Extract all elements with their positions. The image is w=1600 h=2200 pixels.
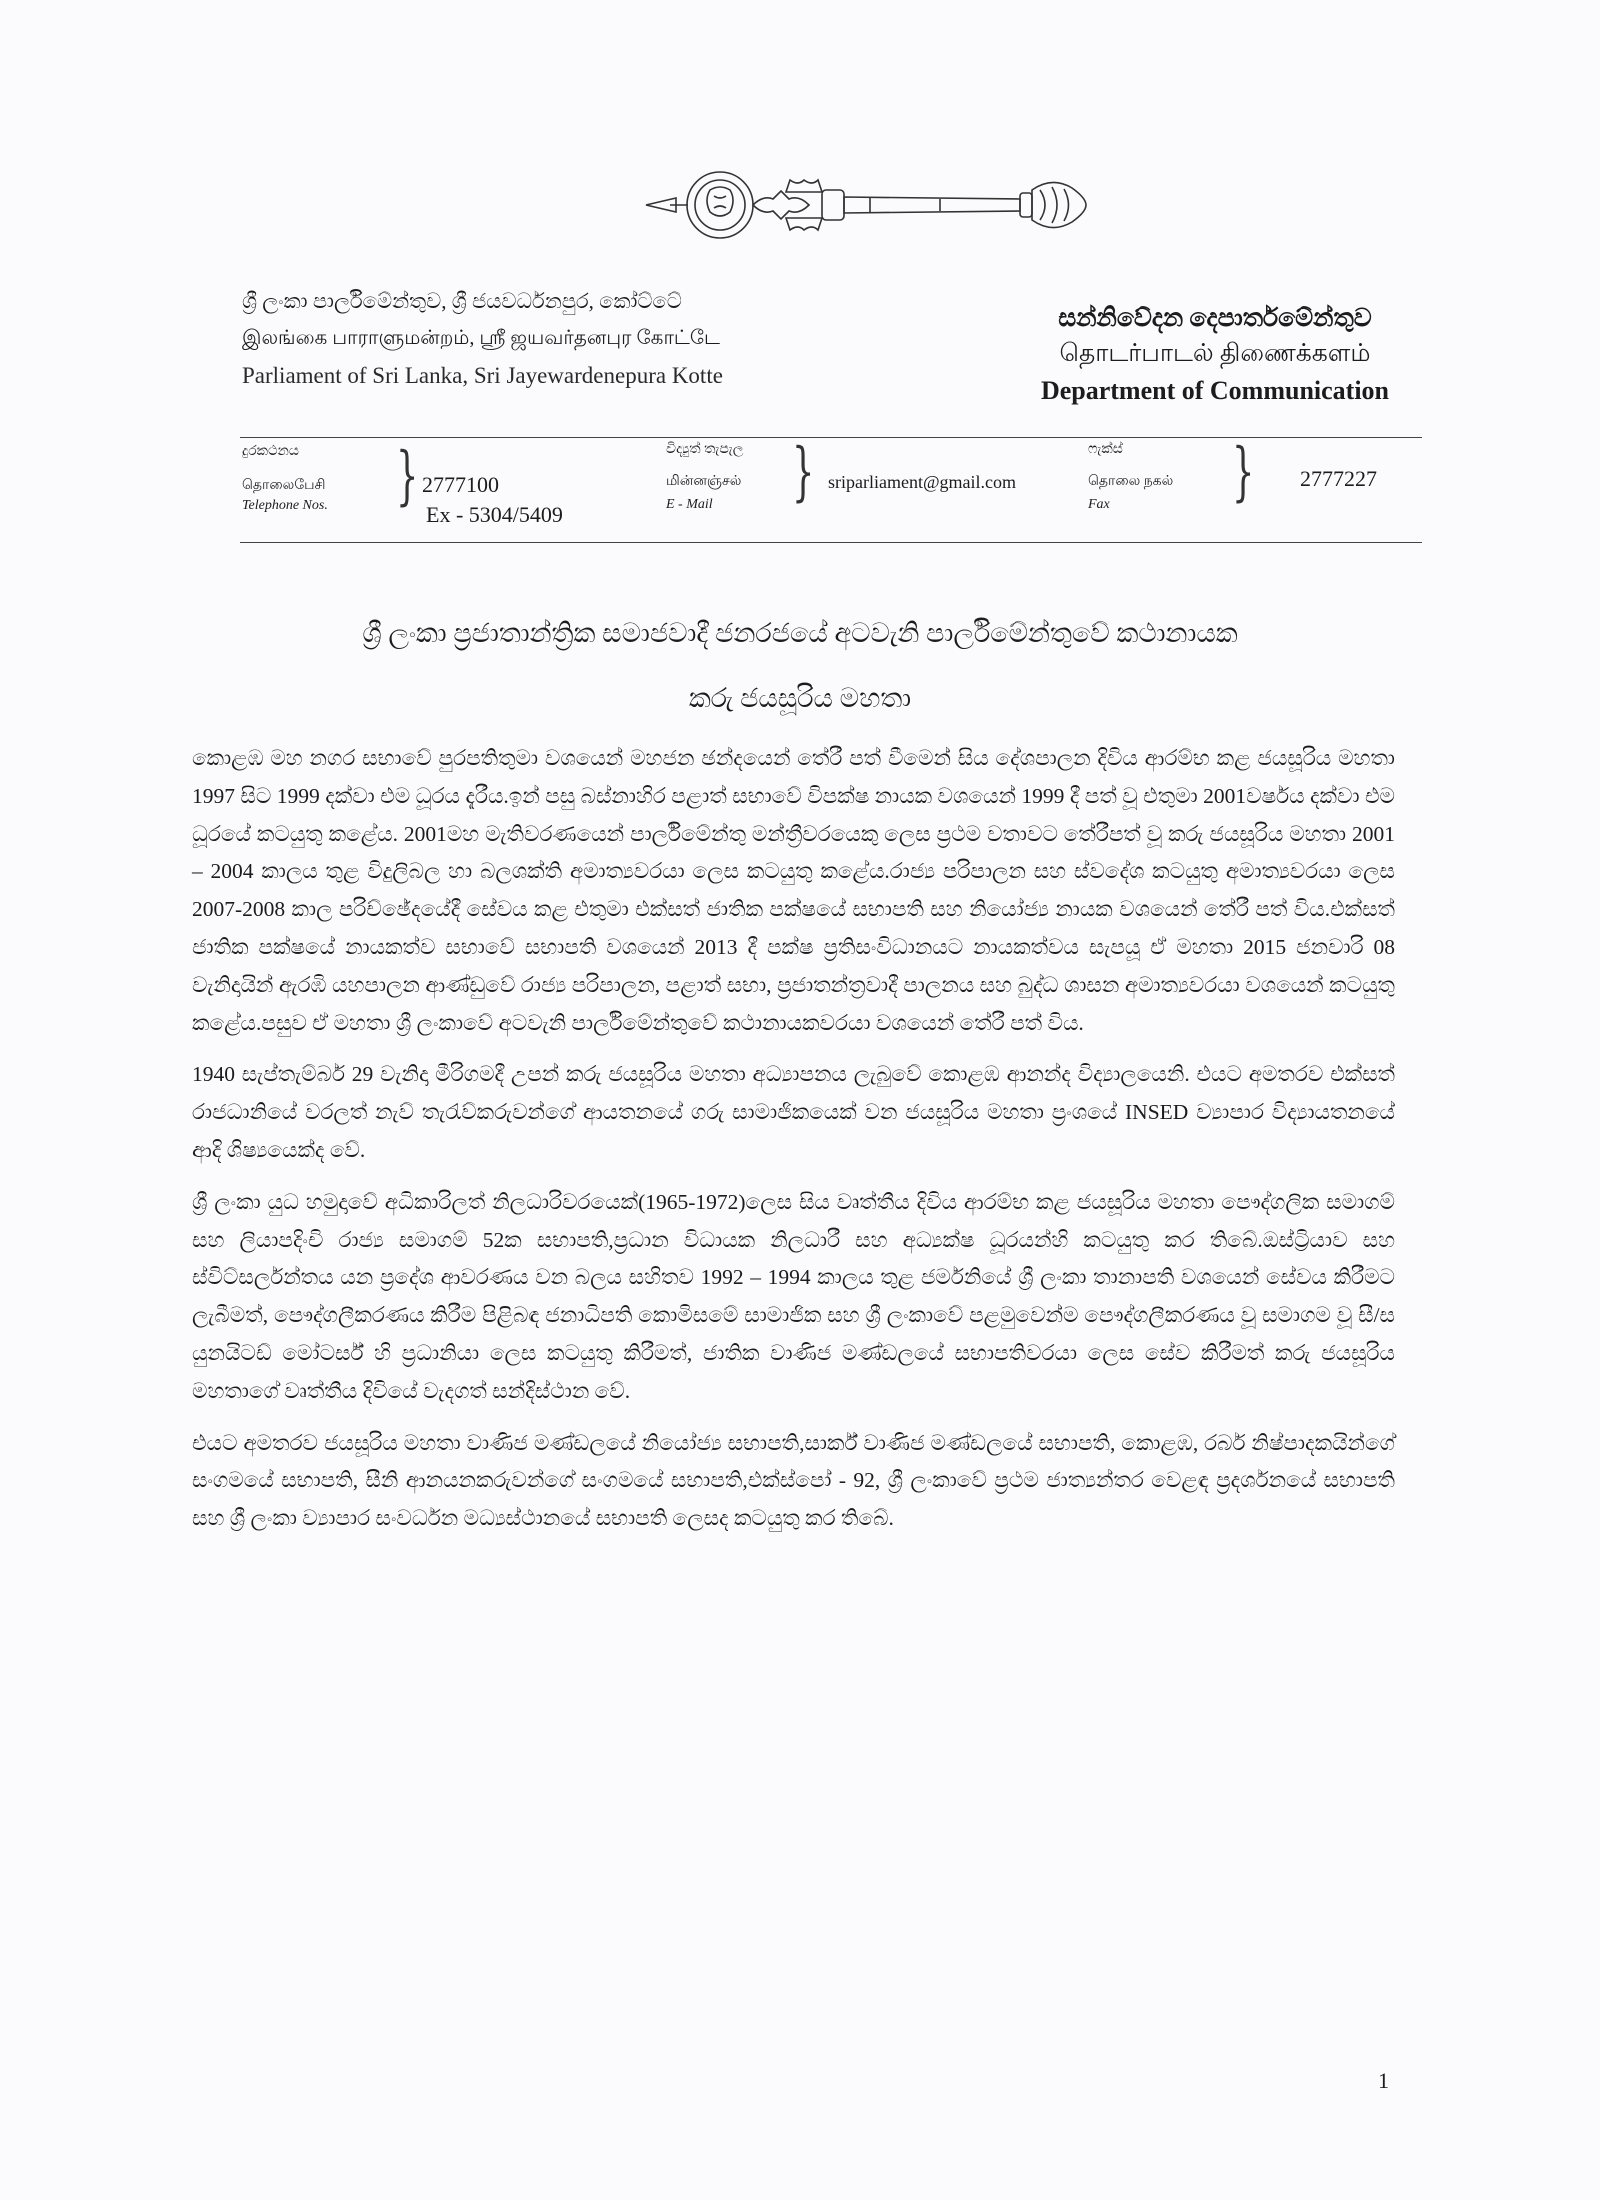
document-title-line1: ශ්‍රී ලංකා ප්‍රජාතාන්ත්‍රික සමාජවාදී ජනරජයේ අටවැනි පාර්ලිමේන්තුවේ කථානායක (362, 618, 1238, 648)
contact-bottom-rule (240, 542, 1422, 543)
body-paragraph-1: කොළඹ මහ නගර සභාවේ පුරපතිතුමා වශයෙන් මහජන ඡන්දයෙන් තේරී පත් වීමෙන් සිය දේශපාලන දිවිය ආරම්භ කළ ජයසූරිය මහතා 1997 සිට 1999 දක්වා එම ධූරය දැරීය.ඉන් පසු බස්නාහිර පළාත් සභාවේ විපක්ෂ නායක වශයෙන් 1999 දී පත් වූ එතුමා 2001වර්ෂය දක්වා එම ධූරයේ කටයුතු කළේය. 2001මහ මැතිවරණයෙන් පාර්ලිමේන්තු මන්ත්‍රීවරයෙකු ලෙස ප්‍රථම වතාවට තේරීපත් වූ කරු ජයසූරිය මහතා 2001 – 2004 කාලය තුළ විදුලිබල හා බලශක්ති අමාත්‍යවරයා ලෙස කටයුතු කළේය.රාජ්‍ය පරිපාලන සහ ස්වදේශ කටයුතු අමාත්‍යවරයා ලෙස 2007-2008 කාල පරිච්ඡේදයේදී සේවය කළ එතුමා එක්සත් ජාතික පක්ෂයේ සභාපති සහ නියෝජ්‍ය නායක වශයෙන් තේරී පත් විය.එක්සත් ජාතික පක්ෂයේ නායකත්ව සභාවේ සභාපති වශයෙන් 2013 දී පක්ෂ ප්‍රතිසංවිධානයට නායකත්වය සැපයූ ඒ මහතා 2015 ජනවාරි 08 වැනිදායින් ඇරඹි යහපාලන ආණ්ඩුවේ රාජ්‍ය පරිපාලන, පළාත් සභා, ප්‍රජාතන්ත්‍රවාදී පාලනය සහ බුද්ධ ශාසන අමාත්‍යවරයා වශයෙන් කටයුතු කළේය.පසුව ඒ මහතා ශ්‍රී ලංකාවේ අටවැනි පාර්ලිමේන්තුවේ කථානායකවරයා වශයෙන් තේරී පත් විය. (192, 746, 1395, 1035)
telephone-brace: } (396, 439, 419, 513)
header-left-block (242, 283, 882, 394)
fax-label-english: Fax (1088, 497, 1110, 512)
body-paragraph-2: 1940 සැප්තැම්බර් 29 වැනිදා මීරිගමදී උපන් කරු ජයසූරිය මහතා අධ්‍යාපනය ලැබුවේ කොළඹ ආනන්ද විද්‍යාලයෙනි. එයට අමතරව එක්සත් රාජධානියේ වරලත් නැව් තැරැව්කරුවන්ගේ ආයතනයේ ගරු සාමාජිකයෙක් වන ජයසූරිය මහතා ප්‍රංශයේ INSED ව්‍යාපාර විද්‍යායතනයේ ආදි ශිෂ්‍යයෙක්ද වේ. (192, 1062, 1395, 1162)
telephone-label-sinhala: දුරකථනය (242, 444, 299, 459)
header-right-block (990, 302, 1440, 410)
telephone-label-english: Telephone Nos. (242, 498, 328, 513)
page-number: 1 (1378, 2068, 1389, 2093)
body-paragraph-4: එයට අමතරව ජයසූරිය මහතා වාණිජ මණ්ඩලයේ නියෝජ්‍ය සභාපති,සාර්ක් වාණිජ මණ්ඩලයේ සභාපති, කොළඹ, රබර් නිෂ්පාදකයින්ගේ සංගමයේ සභාපති, සීනි ආනයනකරුවන්ගේ සංගමයේ සභාපති,එක්ස්පෝ - 92, ශ්‍රී ලංකාවේ ප්‍රථම ජාත්‍යන්තර වෙළඳ ප්‍රදර්ශනයේ සභාපති සහ ශ්‍රී ලංකා ව්‍යාපාර සංවර්ධන මධ්‍යස්ථානයේ සභාපති ලෙසද කටයුතු කර තිබේ. (192, 1430, 1395, 1531)
parliament-mace-emblem (640, 160, 1100, 250)
header-left-sinhala: ශ්‍රී ලංකා පාර්ලිමේන්තුව, ශ්‍රී ජයවර්ධනපුර, කෝට්ටේ (242, 289, 682, 313)
telephone-extension: Ex - 5304/5409 (426, 502, 563, 527)
department-name-tamil: தொடர்பாடல் திணைக்களம் (1059, 340, 1371, 367)
fax-brace: } (1232, 435, 1255, 509)
fax-label-sinhala: ෆැක්ස් (1088, 442, 1123, 457)
email-label-sinhala: විද්‍යුත් තැපැල (666, 442, 744, 457)
telephone-label-tamil: தொலைபேசி (242, 478, 326, 493)
header-left-english: Parliament of Sri Lanka, Sri Jayewardenepura Kotte (242, 363, 723, 388)
department-name-sinhala: සන්නිවේදන දෙපාර්තමේන්තුව (1058, 305, 1372, 332)
header-left-tamil: இலங்கை பாராளுமன்றம், ஸ்ரீ ஜயவர்தனபுர கோட்டே (242, 327, 720, 349)
email-brace: } (792, 435, 815, 509)
body-paragraph-3: ශ්‍රී ලංකා යුධ හමුදාවේ අධිකාරිලත් නිලධාරිවරයෙක්(1965-1972)ලෙස සිය වෘත්තීය දිවිය ආරම්භ කළ ජයසූරිය මහතා පෞද්ගලික සමාගම් සහ ලියාපදිංචි රාජ්‍ය සමාගම් 52ක සභාපති,ප්‍රධාන විධායක නිලධාරී සහ අධ්‍යක්ෂ ධූරයන්හි කටයුතු කර තිබේ.ඔස්ට්‍රියාව සහ ස්විට්සර්ලන්තය යන ප්‍රදේශ ආවරණය වන බලය සහිතව 1992 – 1994 කාලය තුළ ජර්මනියේ ශ්‍රී ලංකා තානාපති වශයෙන් සේවය කිරීමට ලැබීමත්, පෞද්ගලීකරණය කිරීම පිළිබඳ ජනාධිපති කොමිසමේ සාමාජික සහ ශ්‍රී ලංකාවේ පළමුවෙන්ම පෞද්ගලීකරණය වූ සමාගම වූ සී/ස යුනයිටඩ් මෝටර්ස් හි ප්‍රධානියා ලෙස කටයුතු කිරීමත්, ජාතික වාණිජ මණ්ඩලයේ සභාපතිවරයා ලෙස සේව කිරීමත් කරු ජයසූරිය මහතාගේ වෘත්තීය දිවියේ වැදගත් සන්දිස්ථාන වේ. (192, 1189, 1395, 1403)
department-name-english: Department of Communication (1040, 376, 1390, 405)
email-label-tamil: மின்னஞ்சல் (666, 474, 742, 489)
fax-label-tamil: தொலை நகல் (1088, 474, 1174, 489)
email-label-english: E - Mail (666, 497, 713, 512)
telephone-number: 2777100 (422, 472, 499, 497)
document-body (192, 740, 1395, 1552)
document-title-line2: කරු ජයසූරිය මහතා (688, 683, 912, 713)
fax-number: 2777227 (1300, 466, 1377, 491)
email-address: sriparliament@gmail.com (828, 472, 1017, 492)
